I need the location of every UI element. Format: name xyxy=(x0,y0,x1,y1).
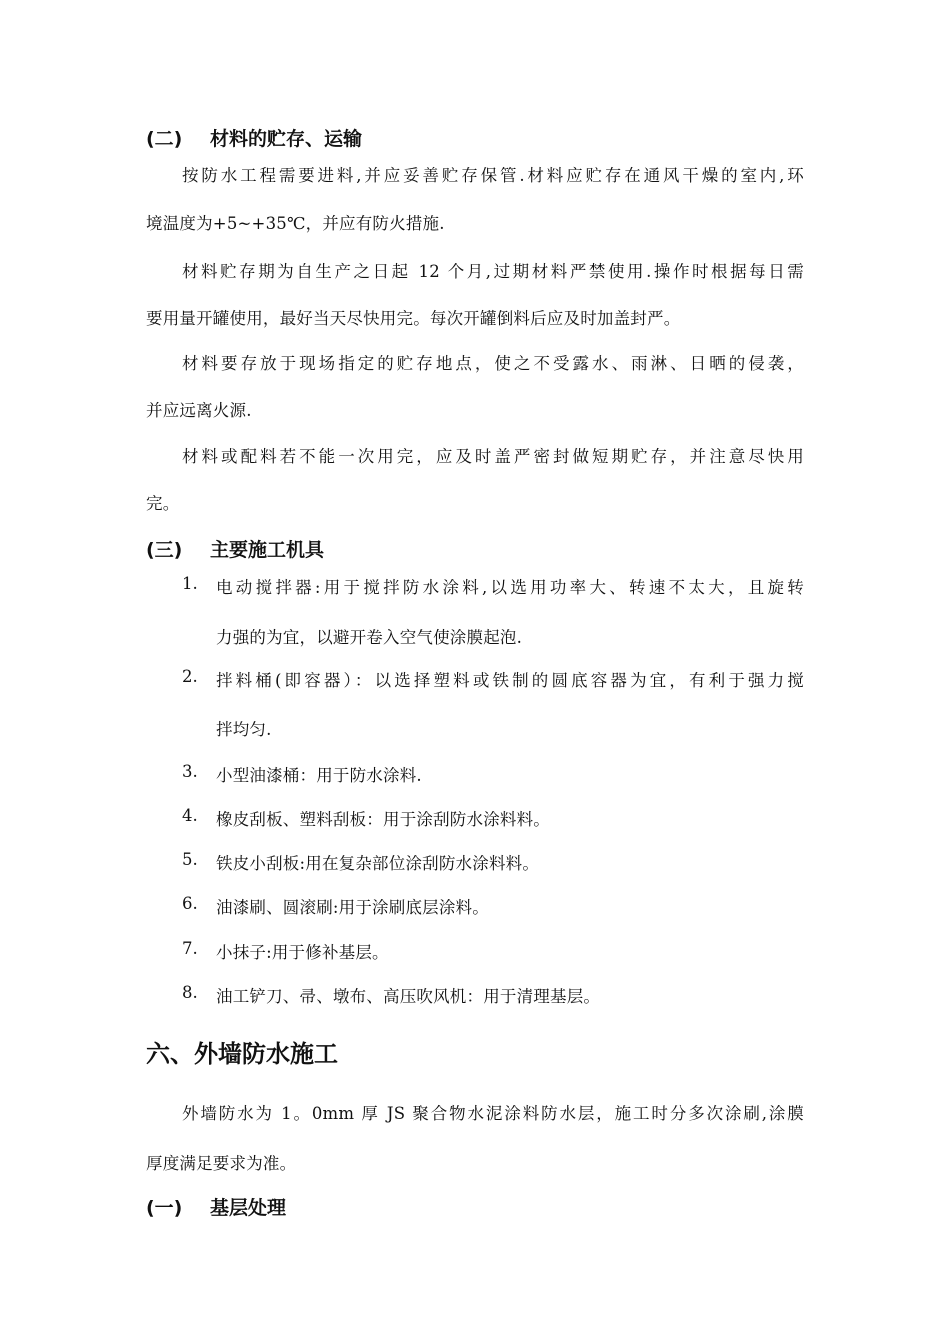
paragraph-line: 外墙防水为 1。0mm 厚 JS 聚合物水泥涂料防水层，施工时分多次涂刷,涂膜 xyxy=(182,1104,804,1123)
paragraph-line: 厚度满足要求为准。 xyxy=(146,1154,297,1173)
section-number: (二) xyxy=(146,128,183,150)
list-item-line: 拌料桶(即容器）：以选择塑料或铁制的圆底容器为宜，有利于强力搅 xyxy=(216,671,804,690)
list-item-number: 2. xyxy=(182,667,198,686)
list-item-line: 橡皮刮板、塑料刮板：用于涂刮防水涂料料。 xyxy=(216,810,550,829)
section-heading xyxy=(146,124,362,151)
paragraph-line: 要用量开罐使用，最好当天尽快用完。每次开罐倒料后应及时加盖封严。 xyxy=(146,309,681,328)
list-item-line: 电动搅拌器:用于搅拌防水涂料,以选用功率大、转速不太大，且旋转 xyxy=(216,578,804,597)
paragraph-line: 材料或配料若不能一次用完，应及时盖严密封做短期贮存，并注意尽快用 xyxy=(182,447,804,466)
paragraph-line: 境温度为+5~+35℃，并应有防火措施. xyxy=(146,214,445,233)
paragraph-line: 完。 xyxy=(146,494,180,513)
list-item-number: 4. xyxy=(182,806,198,825)
section-heading xyxy=(146,535,324,562)
section-number: (三) xyxy=(146,539,183,561)
list-item-line: 小抹子:用于修补基层。 xyxy=(216,943,389,962)
list-item-line: 小型油漆桶：用于防水涂料. xyxy=(216,766,422,785)
paragraph-line: 材料要存放于现场指定的贮存地点，使之不受露水、雨淋、日晒的侵袭， xyxy=(182,354,804,373)
list-item-number: 6. xyxy=(182,894,198,913)
list-item-number: 7. xyxy=(182,939,198,958)
section-number: (一) xyxy=(146,1197,183,1219)
list-item-line: 油漆刷、圆滚刷:用于涂刷底层涂料。 xyxy=(216,898,489,917)
paragraph-line: 材料贮存期为自生产之日起 12 个月,过期材料严禁使用.操作时根据每日需 xyxy=(182,262,804,281)
section-heading xyxy=(146,1193,286,1220)
list-item-number: 8. xyxy=(182,983,198,1002)
section-title: 主要施工机具 xyxy=(210,539,325,561)
section-title: 基层处理 xyxy=(210,1197,287,1219)
list-item-number: 3. xyxy=(182,762,198,781)
list-item-number: 1. xyxy=(182,574,198,593)
list-item-line: 铁皮小刮板:用在复杂部位涂刮防水涂料料。 xyxy=(216,854,540,873)
list-item-line: 油工铲刀、帚、墩布、高压吹风机：用于清理基层。 xyxy=(216,987,601,1006)
section-title: 材料的贮存、运输 xyxy=(210,128,363,150)
list-item-line: 拌均匀. xyxy=(216,720,272,739)
list-item-number: 5. xyxy=(182,850,198,869)
list-item-line: 力强的为宜，以避开卷入空气使涂膜起泡. xyxy=(216,628,523,647)
chapter-heading: 六、外墙防水施工 xyxy=(146,1040,338,1068)
paragraph-line: 按防水工程需要进料,并应妥善贮存保管.材料应贮存在通风干燥的室内,环 xyxy=(182,166,804,185)
paragraph-line: 并应远离火源. xyxy=(146,401,252,420)
